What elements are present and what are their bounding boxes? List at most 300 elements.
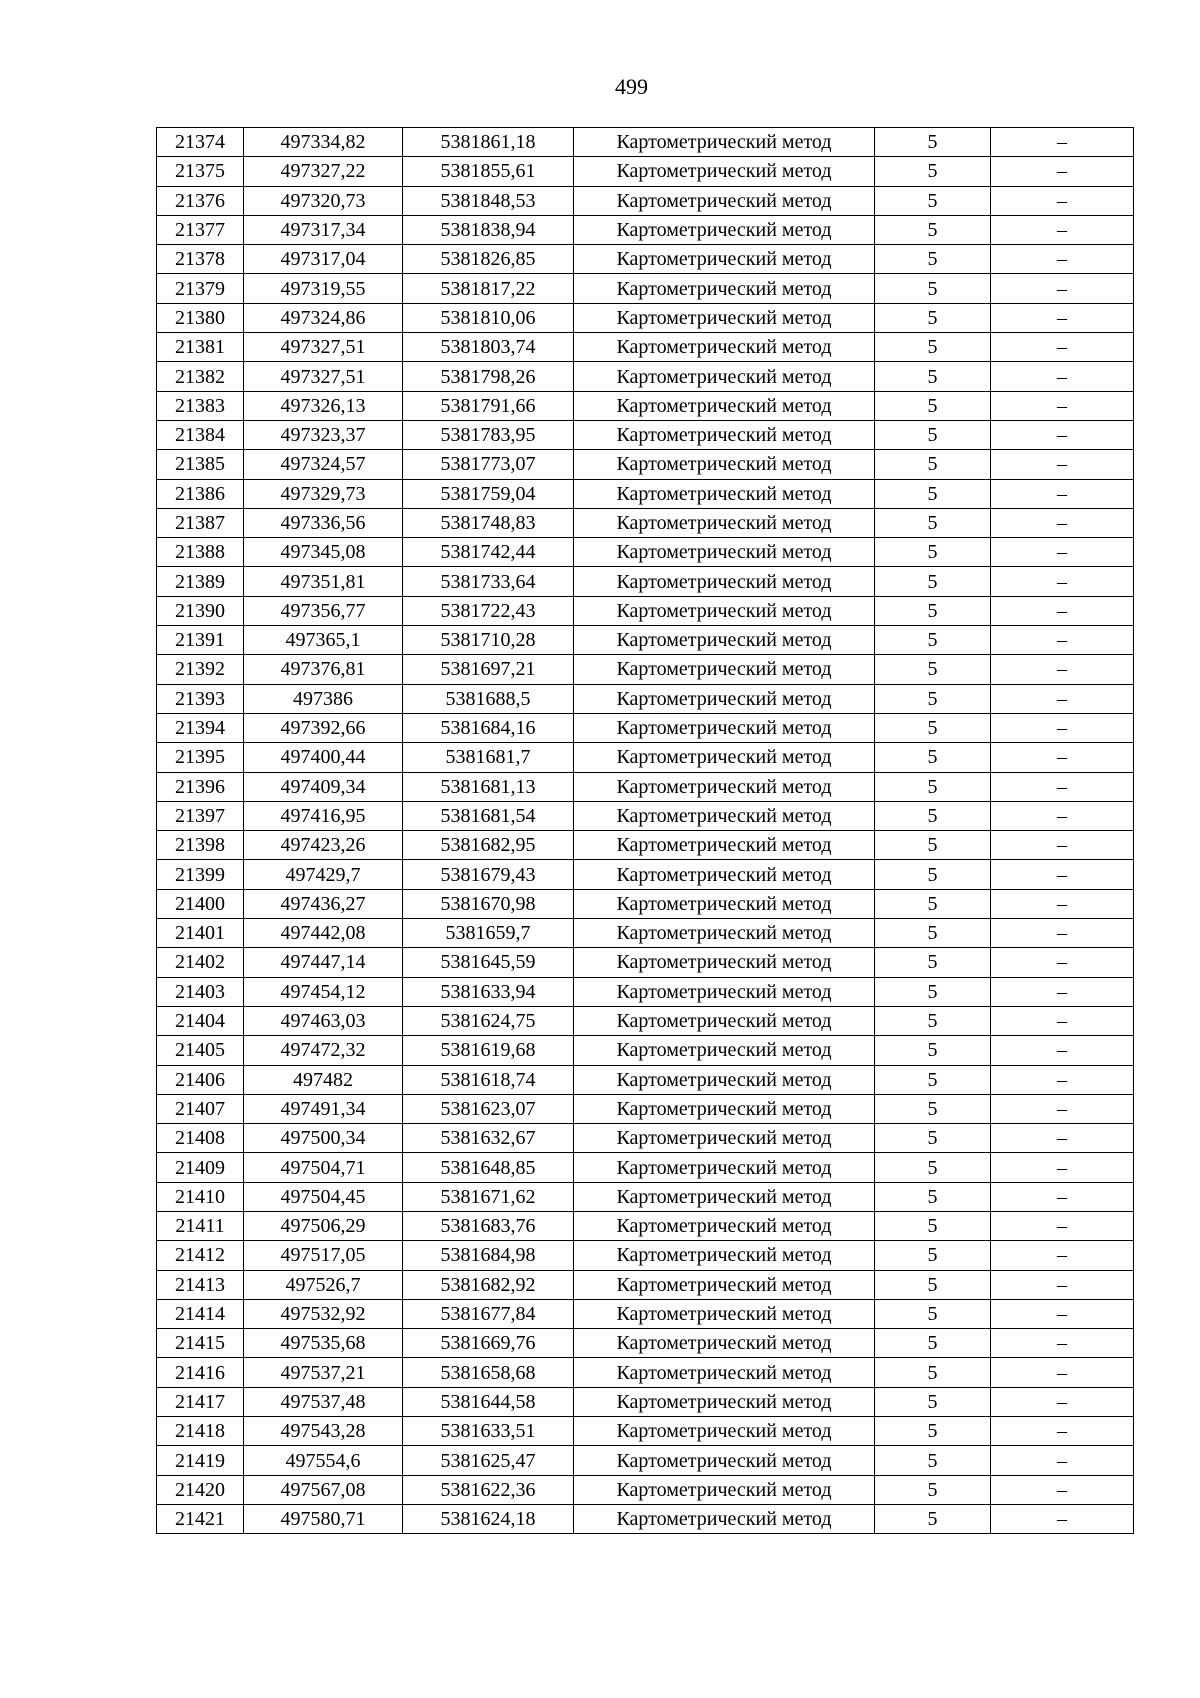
accuracy-cell: 5 [875,977,991,1006]
point-number-cell: 21381 [157,333,244,362]
y-coordinate-cell: 5381659,7 [403,919,574,948]
point-number-cell: 21395 [157,743,244,772]
method-cell: Картометрический метод [574,362,875,391]
description-cell: – [991,1241,1134,1270]
accuracy-cell: 5 [875,831,991,860]
table-row [157,450,1134,479]
method-cell: Картометрический метод [574,772,875,801]
point-number-cell: 21421 [157,1504,244,1533]
table-row [157,391,1134,420]
y-coordinate-cell: 5381748,83 [403,508,574,537]
description-cell: – [991,1475,1134,1504]
accuracy-cell: 5 [875,303,991,332]
y-coordinate-cell: 5381619,68 [403,1036,574,1065]
x-coordinate-cell: 497504,45 [244,1182,403,1211]
description-cell: – [991,1358,1134,1387]
y-coordinate-cell: 5381838,94 [403,215,574,244]
table-row [157,626,1134,655]
method-cell: Картометрический метод [574,948,875,977]
method-cell: Картометрический метод [574,303,875,332]
method-cell: Картометрический метод [574,1387,875,1416]
accuracy-cell: 5 [875,420,991,449]
description-cell: – [991,743,1134,772]
y-coordinate-cell: 5381622,36 [403,1475,574,1504]
table-row [157,1299,1134,1328]
method-cell: Картометрический метод [574,1211,875,1240]
description-cell: – [991,538,1134,567]
accuracy-cell: 5 [875,479,991,508]
description-cell: – [991,1299,1134,1328]
x-coordinate-cell: 497491,34 [244,1094,403,1123]
x-coordinate-cell: 497365,1 [244,626,403,655]
description-cell: – [991,860,1134,889]
x-coordinate-cell: 497327,51 [244,362,403,391]
x-coordinate-cell: 497329,73 [244,479,403,508]
point-number-cell: 21376 [157,186,244,215]
table-row [157,567,1134,596]
point-number-cell: 21393 [157,684,244,713]
point-number-cell: 21374 [157,128,244,157]
description-cell: – [991,1387,1134,1416]
description-cell: – [991,1446,1134,1475]
x-coordinate-cell: 497324,86 [244,303,403,332]
page-number: 499 [615,74,648,99]
description-cell: – [991,245,1134,274]
x-coordinate-cell: 497537,48 [244,1387,403,1416]
point-number-cell: 21420 [157,1475,244,1504]
method-cell: Картометрический метод [574,157,875,186]
y-coordinate-cell: 5381791,66 [403,391,574,420]
accuracy-cell: 5 [875,626,991,655]
description-cell: – [991,215,1134,244]
method-cell: Картометрический метод [574,1182,875,1211]
y-coordinate-cell: 5381684,16 [403,713,574,742]
point-number-cell: 21399 [157,860,244,889]
table-row [157,1036,1134,1065]
description-cell: – [991,186,1134,215]
method-cell: Картометрический метод [574,450,875,479]
point-number-cell: 21407 [157,1094,244,1123]
y-coordinate-cell: 5381798,26 [403,362,574,391]
accuracy-cell: 5 [875,860,991,889]
accuracy-cell: 5 [875,919,991,948]
y-coordinate-cell: 5381632,67 [403,1124,574,1153]
table-row [157,596,1134,625]
description-cell: – [991,1417,1134,1446]
method-cell: Картометрический метод [574,1241,875,1270]
table-row [157,801,1134,830]
x-coordinate-cell: 497376,81 [244,655,403,684]
accuracy-cell: 5 [875,1094,991,1123]
method-cell: Картометрический метод [574,538,875,567]
point-number-cell: 21402 [157,948,244,977]
description-cell: – [991,479,1134,508]
x-coordinate-cell: 497567,08 [244,1475,403,1504]
accuracy-cell: 5 [875,1211,991,1240]
accuracy-cell: 5 [875,1504,991,1533]
point-number-cell: 21389 [157,567,244,596]
y-coordinate-cell: 5381633,94 [403,977,574,1006]
y-coordinate-cell: 5381624,75 [403,1006,574,1035]
description-cell: – [991,567,1134,596]
description-cell: – [991,508,1134,537]
description-cell: – [991,1094,1134,1123]
description-cell: – [991,655,1134,684]
x-coordinate-cell: 497400,44 [244,743,403,772]
accuracy-cell: 5 [875,596,991,625]
table-row [157,274,1134,303]
point-number-cell: 21416 [157,1358,244,1387]
table-row [157,772,1134,801]
x-coordinate-cell: 497319,55 [244,274,403,303]
accuracy-cell: 5 [875,1446,991,1475]
x-coordinate-cell: 497506,29 [244,1211,403,1240]
description-cell: – [991,1124,1134,1153]
x-coordinate-cell: 497526,7 [244,1270,403,1299]
description-cell: – [991,157,1134,186]
accuracy-cell: 5 [875,333,991,362]
x-coordinate-cell: 497442,08 [244,919,403,948]
method-cell: Картометрический метод [574,1446,875,1475]
x-coordinate-cell: 497500,34 [244,1124,403,1153]
coordinates-table [156,127,1134,1534]
accuracy-cell: 5 [875,801,991,830]
table-row [157,713,1134,742]
point-number-cell: 21403 [157,977,244,1006]
description-cell: – [991,1036,1134,1065]
x-coordinate-cell: 497323,37 [244,420,403,449]
point-number-cell: 21408 [157,1124,244,1153]
y-coordinate-cell: 5381682,92 [403,1270,574,1299]
accuracy-cell: 5 [875,1153,991,1182]
method-cell: Картометрический метод [574,508,875,537]
y-coordinate-cell: 5381671,62 [403,1182,574,1211]
method-cell: Картометрический метод [574,1270,875,1299]
x-coordinate-cell: 497327,22 [244,157,403,186]
description-cell: – [991,362,1134,391]
x-coordinate-cell: 497326,13 [244,391,403,420]
description-cell: – [991,1270,1134,1299]
table-row [157,743,1134,772]
x-coordinate-cell: 497454,12 [244,977,403,1006]
point-number-cell: 21419 [157,1446,244,1475]
point-number-cell: 21411 [157,1211,244,1240]
y-coordinate-cell: 5381759,04 [403,479,574,508]
point-number-cell: 21396 [157,772,244,801]
accuracy-cell: 5 [875,1036,991,1065]
point-number-cell: 21386 [157,479,244,508]
x-coordinate-cell: 497580,71 [244,1504,403,1533]
point-number-cell: 21380 [157,303,244,332]
method-cell: Картометрический метод [574,831,875,860]
table-row [157,1241,1134,1270]
y-coordinate-cell: 5381855,61 [403,157,574,186]
description-cell: – [991,684,1134,713]
y-coordinate-cell: 5381783,95 [403,420,574,449]
method-cell: Картометрический метод [574,128,875,157]
method-cell: Картометрический метод [574,889,875,918]
point-number-cell: 21387 [157,508,244,537]
accuracy-cell: 5 [875,1475,991,1504]
description-cell: – [991,333,1134,362]
point-number-cell: 21391 [157,626,244,655]
accuracy-cell: 5 [875,450,991,479]
table-row [157,362,1134,391]
accuracy-cell: 5 [875,1387,991,1416]
description-cell: – [991,1065,1134,1094]
accuracy-cell: 5 [875,1006,991,1035]
method-cell: Картометрический метод [574,391,875,420]
x-coordinate-cell: 497324,57 [244,450,403,479]
y-coordinate-cell: 5381681,54 [403,801,574,830]
y-coordinate-cell: 5381625,47 [403,1446,574,1475]
method-cell: Картометрический метод [574,743,875,772]
point-number-cell: 21401 [157,919,244,948]
y-coordinate-cell: 5381683,76 [403,1211,574,1240]
point-number-cell: 21394 [157,713,244,742]
method-cell: Картометрический метод [574,1475,875,1504]
method-cell: Картометрический метод [574,684,875,713]
accuracy-cell: 5 [875,391,991,420]
y-coordinate-cell: 5381810,06 [403,303,574,332]
accuracy-cell: 5 [875,1329,991,1358]
x-coordinate-cell: 497447,14 [244,948,403,977]
x-coordinate-cell: 497436,27 [244,889,403,918]
x-coordinate-cell: 497317,04 [244,245,403,274]
point-number-cell: 21400 [157,889,244,918]
table-row [157,157,1134,186]
accuracy-cell: 5 [875,948,991,977]
table-row [157,655,1134,684]
table-row [157,303,1134,332]
y-coordinate-cell: 5381648,85 [403,1153,574,1182]
point-number-cell: 21417 [157,1387,244,1416]
x-coordinate-cell: 497429,7 [244,860,403,889]
table-row [157,1153,1134,1182]
point-number-cell: 21414 [157,1299,244,1328]
description-cell: – [991,889,1134,918]
method-cell: Картометрический метод [574,1358,875,1387]
description-cell: – [991,801,1134,830]
table-row [157,889,1134,918]
table-row [157,333,1134,362]
y-coordinate-cell: 5381670,98 [403,889,574,918]
x-coordinate-cell: 497392,66 [244,713,403,742]
table-row [157,1124,1134,1153]
method-cell: Картометрический метод [574,1329,875,1358]
y-coordinate-cell: 5381658,68 [403,1358,574,1387]
method-cell: Картометрический метод [574,1299,875,1328]
accuracy-cell: 5 [875,1241,991,1270]
table-row [157,1211,1134,1240]
y-coordinate-cell: 5381733,64 [403,567,574,596]
method-cell: Картометрический метод [574,333,875,362]
y-coordinate-cell: 5381861,18 [403,128,574,157]
x-coordinate-cell: 497482 [244,1065,403,1094]
point-number-cell: 21415 [157,1329,244,1358]
y-coordinate-cell: 5381848,53 [403,186,574,215]
accuracy-cell: 5 [875,157,991,186]
accuracy-cell: 5 [875,508,991,537]
point-number-cell: 21392 [157,655,244,684]
accuracy-cell: 5 [875,713,991,742]
accuracy-cell: 5 [875,1358,991,1387]
y-coordinate-cell: 5381697,21 [403,655,574,684]
method-cell: Картометрический метод [574,1504,875,1533]
x-coordinate-cell: 497317,34 [244,215,403,244]
method-cell: Картометрический метод [574,245,875,274]
x-coordinate-cell: 497351,81 [244,567,403,596]
table-row [157,128,1134,157]
y-coordinate-cell: 5381773,07 [403,450,574,479]
method-cell: Картометрический метод [574,420,875,449]
table-row [157,948,1134,977]
method-cell: Картометрический метод [574,1006,875,1035]
method-cell: Картометрический метод [574,1124,875,1153]
table-row [157,1094,1134,1123]
x-coordinate-cell: 497423,26 [244,831,403,860]
y-coordinate-cell: 5381742,44 [403,538,574,567]
method-cell: Картометрический метод [574,919,875,948]
point-number-cell: 21413 [157,1270,244,1299]
accuracy-cell: 5 [875,743,991,772]
accuracy-cell: 5 [875,1299,991,1328]
description-cell: – [991,919,1134,948]
table-row [157,1006,1134,1035]
table-row [157,977,1134,1006]
y-coordinate-cell: 5381624,18 [403,1504,574,1533]
x-coordinate-cell: 497345,08 [244,538,403,567]
table-row [157,1446,1134,1475]
x-coordinate-cell: 497356,77 [244,596,403,625]
x-coordinate-cell: 497504,71 [244,1153,403,1182]
y-coordinate-cell: 5381679,43 [403,860,574,889]
x-coordinate-cell: 497517,05 [244,1241,403,1270]
point-number-cell: 21390 [157,596,244,625]
description-cell: – [991,948,1134,977]
description-cell: – [991,450,1134,479]
table-row [157,479,1134,508]
point-number-cell: 21378 [157,245,244,274]
y-coordinate-cell: 5381618,74 [403,1065,574,1094]
x-coordinate-cell: 497535,68 [244,1329,403,1358]
point-number-cell: 21404 [157,1006,244,1035]
method-cell: Картометрический метод [574,801,875,830]
method-cell: Картометрический метод [574,626,875,655]
table-row [157,1358,1134,1387]
accuracy-cell: 5 [875,684,991,713]
point-number-cell: 21388 [157,538,244,567]
y-coordinate-cell: 5381681,7 [403,743,574,772]
x-coordinate-cell: 497416,95 [244,801,403,830]
description-cell: – [991,1153,1134,1182]
method-cell: Картометрический метод [574,274,875,303]
point-number-cell: 21418 [157,1417,244,1446]
x-coordinate-cell: 497320,73 [244,186,403,215]
accuracy-cell: 5 [875,274,991,303]
table-row [157,186,1134,215]
description-cell: – [991,274,1134,303]
point-number-cell: 21397 [157,801,244,830]
y-coordinate-cell: 5381803,74 [403,333,574,362]
method-cell: Картометрический метод [574,977,875,1006]
method-cell: Картометрический метод [574,1153,875,1182]
point-number-cell: 21384 [157,420,244,449]
description-cell: – [991,1211,1134,1240]
table-row [157,1387,1134,1416]
table-row [157,215,1134,244]
point-number-cell: 21410 [157,1182,244,1211]
x-coordinate-cell: 497334,82 [244,128,403,157]
y-coordinate-cell: 5381623,07 [403,1094,574,1123]
accuracy-cell: 5 [875,772,991,801]
point-number-cell: 21405 [157,1036,244,1065]
table-row [157,1417,1134,1446]
y-coordinate-cell: 5381633,51 [403,1417,574,1446]
accuracy-cell: 5 [875,1065,991,1094]
accuracy-cell: 5 [875,1417,991,1446]
table-row [157,1329,1134,1358]
table-row [157,420,1134,449]
accuracy-cell: 5 [875,362,991,391]
accuracy-cell: 5 [875,128,991,157]
y-coordinate-cell: 5381722,43 [403,596,574,625]
method-cell: Картометрический метод [574,186,875,215]
description-cell: – [991,420,1134,449]
table-row [157,1475,1134,1504]
method-cell: Картометрический метод [574,1065,875,1094]
description-cell: – [991,391,1134,420]
x-coordinate-cell: 497327,51 [244,333,403,362]
x-coordinate-cell: 497472,32 [244,1036,403,1065]
method-cell: Картометрический метод [574,1417,875,1446]
point-number-cell: 21377 [157,215,244,244]
accuracy-cell: 5 [875,655,991,684]
method-cell: Картометрический метод [574,479,875,508]
y-coordinate-cell: 5381644,58 [403,1387,574,1416]
description-cell: – [991,303,1134,332]
method-cell: Картометрический метод [574,1036,875,1065]
point-number-cell: 21382 [157,362,244,391]
table-row [157,538,1134,567]
point-number-cell: 21398 [157,831,244,860]
table-row [157,508,1134,537]
y-coordinate-cell: 5381688,5 [403,684,574,713]
point-number-cell: 21409 [157,1153,244,1182]
accuracy-cell: 5 [875,1270,991,1299]
method-cell: Картометрический метод [574,860,875,889]
description-cell: – [991,977,1134,1006]
description-cell: – [991,772,1134,801]
description-cell: – [991,713,1134,742]
method-cell: Картометрический метод [574,215,875,244]
method-cell: Картометрический метод [574,655,875,684]
table-row [157,245,1134,274]
point-number-cell: 21412 [157,1241,244,1270]
x-coordinate-cell: 497409,34 [244,772,403,801]
accuracy-cell: 5 [875,1124,991,1153]
x-coordinate-cell: 497336,56 [244,508,403,537]
y-coordinate-cell: 5381682,95 [403,831,574,860]
accuracy-cell: 5 [875,889,991,918]
table-row [157,860,1134,889]
y-coordinate-cell: 5381677,84 [403,1299,574,1328]
description-cell: – [991,128,1134,157]
y-coordinate-cell: 5381684,98 [403,1241,574,1270]
point-number-cell: 21379 [157,274,244,303]
x-coordinate-cell: 497537,21 [244,1358,403,1387]
accuracy-cell: 5 [875,567,991,596]
